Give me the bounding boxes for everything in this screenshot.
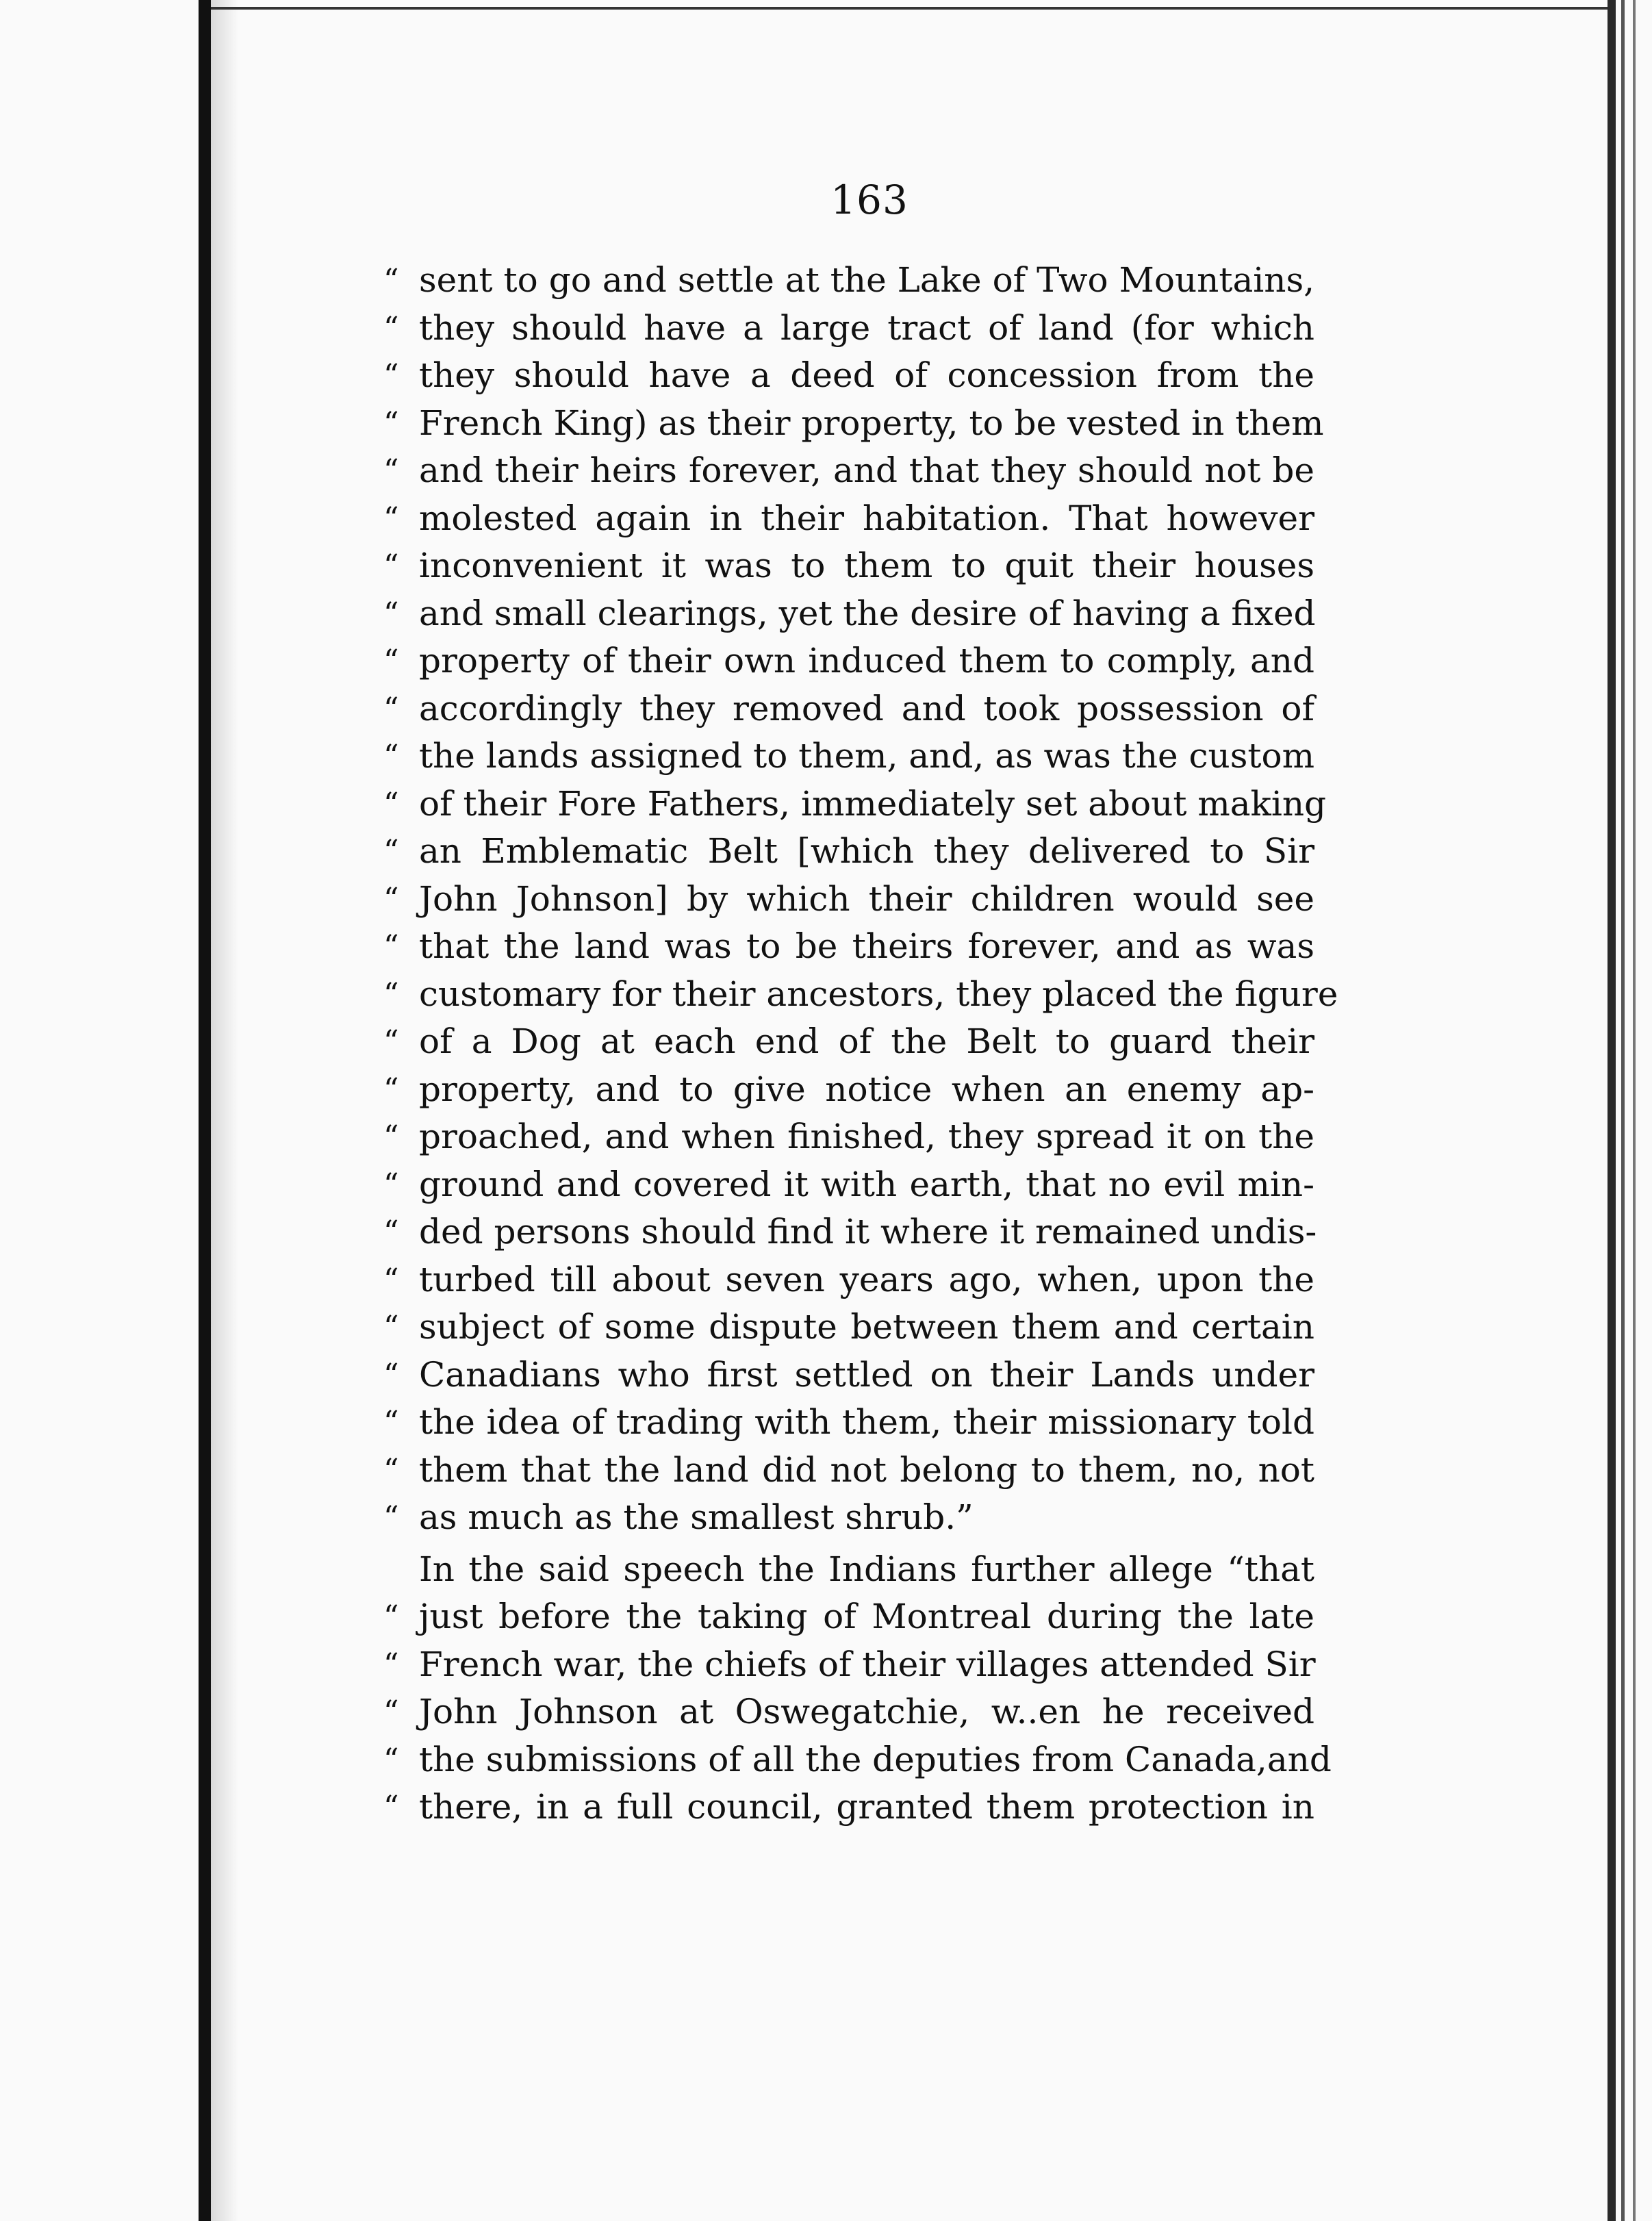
quote-mark: “ (383, 1695, 399, 1729)
quote-mark: “ (383, 739, 399, 774)
text-line (383, 257, 1314, 305)
text-line (383, 590, 1314, 638)
quote-mark: “ (383, 358, 399, 393)
line-text: inconvenient it was to them to quit their houses (419, 546, 1314, 585)
text-line (383, 1399, 1314, 1447)
text-line (383, 1688, 1314, 1736)
text-line (383, 1208, 1317, 1256)
gutter-shadow (211, 0, 238, 2221)
quote-mark: “ (383, 834, 399, 869)
quote-mark: “ (383, 1599, 399, 1634)
quote-mark: “ (383, 1500, 399, 1535)
quote-mark: “ (383, 1405, 399, 1440)
page-number: 163 (830, 177, 908, 223)
line-text: John Johnson at Oswegatchie, w..en he received (419, 1692, 1314, 1731)
line-text: ground and covered it with earth, that no evil min- (419, 1164, 1314, 1204)
quote-mark: “ (383, 1647, 399, 1682)
line-text: the lands assigned to them, and, as was the custom (419, 736, 1314, 776)
quote-mark: “ (383, 1790, 399, 1825)
line-text: the submissions of all the deputies from Canada,and (419, 1739, 1332, 1779)
quote-mark: “ (383, 881, 399, 917)
line-text: French King) as their property, to be vested in them (419, 403, 1324, 443)
quote-mark: “ (383, 405, 399, 441)
text-line (383, 1113, 1314, 1161)
text-line (383, 352, 1314, 400)
text-line (383, 685, 1314, 733)
quote-mark: “ (383, 263, 399, 298)
line-text: property of their own induced them to comply, and (419, 641, 1314, 681)
text-line (383, 876, 1314, 924)
paragraph-first-line (383, 1546, 1314, 1594)
line-text: sent to go and settle at the Lake of Two Mountains, (419, 260, 1314, 300)
line-text: and small clearings, yet the desire of having a fixed (419, 593, 1316, 633)
text-line (383, 1018, 1314, 1066)
quote-mark: “ (383, 1452, 399, 1488)
quote-mark: “ (383, 596, 399, 631)
line-text: proached, and when finished, they spread it on the (419, 1117, 1314, 1156)
line-text: of their Fore Fathers, immediately set about making (419, 783, 1327, 824)
text-line (383, 637, 1314, 685)
text-line (383, 447, 1314, 495)
text-line (383, 1161, 1314, 1209)
text-line (383, 828, 1314, 876)
quote-mark: “ (383, 1167, 399, 1202)
text-line (383, 1447, 1314, 1495)
text-line (383, 1784, 1314, 1831)
text-line (383, 1351, 1314, 1399)
text-line (383, 1066, 1314, 1114)
line-text: property, and to give notice when an enemy ap- (419, 1069, 1314, 1109)
line-text: In the said speech the Indians further allege “that (419, 1549, 1314, 1589)
text-line (383, 971, 1338, 1019)
quote-mark: “ (383, 310, 399, 346)
text-line (383, 1494, 1314, 1542)
line-text: customary for their ancestors, they placed the figure (419, 974, 1338, 1014)
text-line (383, 1593, 1314, 1641)
line-text: molested again in their habitation. That however (419, 498, 1314, 538)
quote-mark: “ (383, 1215, 399, 1249)
line-text: turbed till about seven years ago, when, upon the (419, 1259, 1314, 1299)
quote-mark: “ (383, 500, 399, 536)
line-text: of a Dog at each end of the Belt to guard their (419, 1021, 1314, 1061)
top-page-edge (211, 7, 1607, 10)
quote-mark: “ (383, 1119, 399, 1154)
quote-mark: “ (383, 1357, 399, 1393)
quote-mark: “ (383, 1262, 399, 1297)
quote-mark: “ (383, 1071, 399, 1107)
quote-mark: “ (383, 1024, 399, 1059)
line-text: them that the land did not belong to them, no, not (419, 1449, 1314, 1490)
book-edge-right (1607, 0, 1616, 2221)
line-text: subject of some dispute between them and certain (419, 1307, 1314, 1347)
line-text: an Emblematic Belt [which they delivered to Sir (419, 831, 1314, 871)
line-text: as much as the smallest shrub.” (419, 1497, 974, 1537)
text-line (383, 1641, 1314, 1689)
line-text: and their heirs forever, and that they should not be (419, 450, 1314, 490)
line-text: just before the taking of Montreal during the late (419, 1597, 1314, 1636)
book-edge-right-line (1621, 0, 1625, 2221)
text-line (383, 1736, 1332, 1784)
text-line (383, 1304, 1314, 1351)
text-line (383, 733, 1314, 780)
quote-mark: “ (383, 1742, 399, 1777)
book-edge-right-line (1633, 0, 1636, 2221)
line-text: accordingly they removed and took possession of (419, 688, 1314, 728)
text-line (383, 495, 1314, 543)
text-line (383, 1256, 1314, 1304)
line-text: they should have a large tract of land (for which (419, 307, 1314, 348)
quote-mark: “ (383, 976, 399, 1012)
line-text: French war, the chiefs of their villages attended Sir (419, 1644, 1316, 1684)
line-text: they should have a deed of concession from the (419, 355, 1314, 395)
text-line (383, 923, 1314, 971)
text-line (383, 400, 1324, 448)
quote-mark: “ (383, 786, 399, 822)
text-line (383, 542, 1314, 590)
line-text: there, in a full council, granted them protection in (419, 1787, 1314, 1827)
text-line (383, 780, 1327, 828)
text-line (383, 305, 1314, 353)
line-text: the idea of trading with them, their missionary told (419, 1402, 1314, 1442)
line-text: that the land was to be theirs forever, and as was (419, 926, 1314, 966)
line-text: John Johnson] by which their children would see (419, 878, 1314, 919)
quote-mark: “ (383, 548, 399, 583)
line-text: Canadians who first settled on their Lands under (419, 1354, 1314, 1395)
line-text: ded persons should find it where it remained undis- (419, 1212, 1317, 1252)
body-text (383, 257, 1338, 1831)
quote-mark: “ (383, 644, 399, 678)
quote-mark: “ (383, 691, 399, 726)
book-binding-edge-left (199, 0, 211, 2221)
quote-mark: “ (383, 929, 399, 964)
quote-mark: “ (383, 453, 399, 488)
quote-mark: “ (383, 1310, 399, 1345)
